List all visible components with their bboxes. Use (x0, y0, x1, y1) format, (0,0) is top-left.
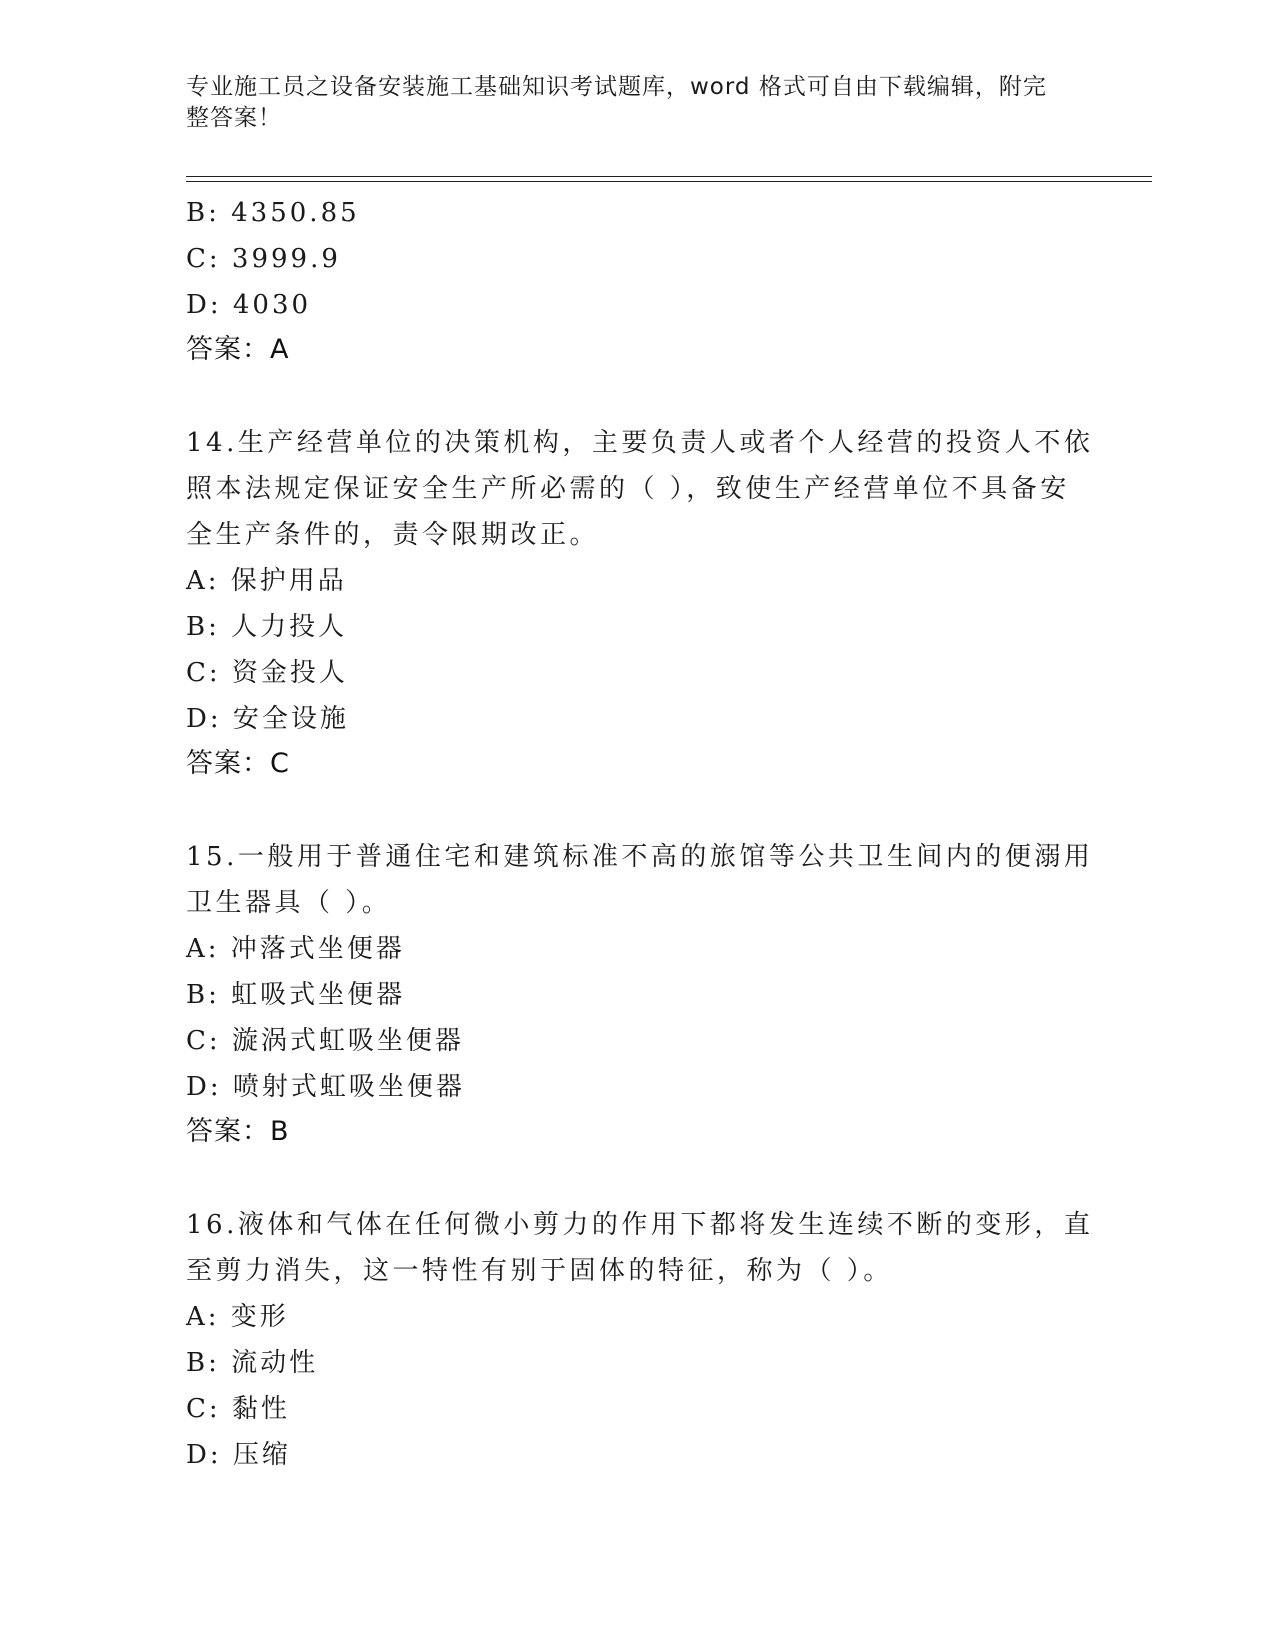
stem-line: 至剪力消失，这一特性有别于固体的特征，称为（ ）。 (186, 1256, 893, 1286)
question-stem (186, 1202, 1094, 1294)
stem-line: 16.液体和气体在任何微小剪力的作用下都将发生连续不断的变形，直 (186, 1210, 1094, 1240)
header-line-2: 整答案！ (186, 105, 282, 131)
option-d: D: 安全设施 (186, 704, 349, 734)
option-d: D: 4030 (186, 290, 312, 320)
stem-line: 15.一般用于普通住宅和建筑标准不高的旅馆等公共卫生间内的便溺用 (186, 842, 1094, 872)
option-d: D: 压缩 (186, 1440, 291, 1470)
spacer (186, 1154, 1086, 1202)
option-b: B: 虹吸式坐便器 (186, 980, 406, 1010)
question-13 (186, 190, 1086, 372)
option-a: A: 保护用品 (186, 566, 347, 596)
option-b: B: 4350.85 (186, 198, 360, 228)
answer-line: 答案：B (186, 1116, 290, 1147)
stem-line: 全生产条件的，责令限期改正。 (186, 520, 600, 550)
option-a: A: 冲落式坐便器 (186, 934, 405, 964)
option-c: C: 资金投人 (186, 658, 348, 688)
page-header (186, 72, 1066, 134)
option-d: D: 喷射式虹吸坐便器 (186, 1072, 465, 1102)
question-stem (186, 420, 1094, 558)
stem-line: 照本法规定保证安全生产所必需的（ ），致使生产经营单位不具备安 (186, 474, 1070, 504)
stem-line: 卫生器具（ ）。 (186, 888, 392, 918)
header-line-1: 专业施工员之设备安装施工基础知识考试题库，word 格式可自由下载编辑，附完 (186, 74, 1047, 100)
question-list (186, 190, 1094, 1478)
question-14 (186, 420, 1094, 786)
question-16 (186, 1202, 1094, 1478)
header-rule-bottom (186, 181, 1152, 182)
option-c: C: 黏性 (186, 1394, 290, 1424)
spacer (186, 372, 1086, 420)
option-c: C: 3999.9 (186, 244, 341, 274)
spacer (186, 786, 1086, 834)
stem-line: 14.生产经营单位的决策机构，主要负责人或者个人经营的投资人不依 (186, 428, 1094, 458)
question-15 (186, 834, 1094, 1154)
option-c: C: 漩涡式虹吸坐便器 (186, 1026, 464, 1056)
answer-line: 答案：A (186, 334, 290, 365)
answer-line: 答案：C (186, 748, 290, 779)
option-b: B: 流动性 (186, 1348, 319, 1378)
header-rule-top (186, 176, 1152, 177)
option-a: A: 变形 (186, 1302, 289, 1332)
question-stem (186, 834, 1094, 926)
option-b: B: 人力投人 (186, 612, 348, 642)
